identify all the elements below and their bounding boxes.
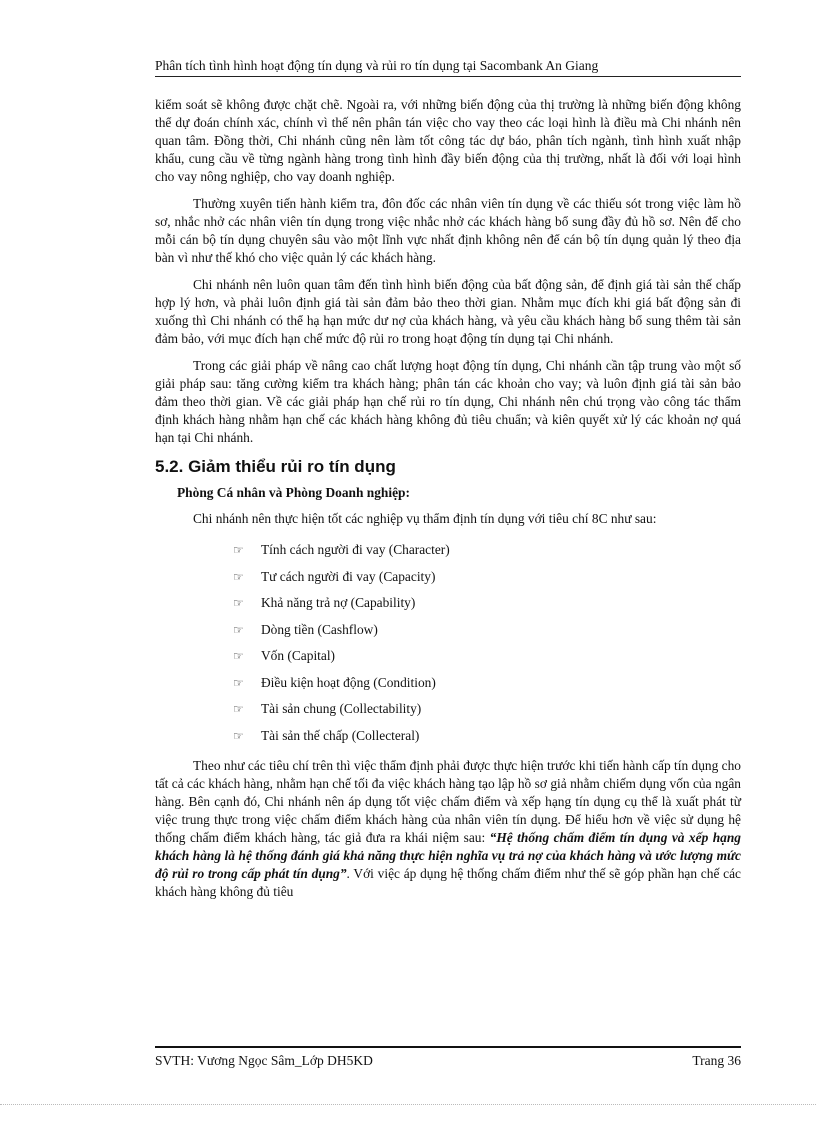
criteria-list (155, 537, 741, 749)
criteria-label: Điều kiện hoạt động (Condition) (261, 674, 436, 690)
paragraph-3: Chi nhánh nên luôn quan tâm đến tình hình biến động của bất động sản, để định giá tài sản thế chấp hợp lý hơn, và phải luôn định giá tài sản đảm bảo theo thời gian. Nhằm mục đích khi giá bất động sản đi xuống thì Chi nhánh có thể hạ hạn mức dư nợ của khách hàng, và yêu cầu khách hàng bổ sung thêm tài sản đảm bảo, với mục đích hạn chế mức độ rủi ro trong hoạt động tín dụng tại Chi nhánh. (155, 277, 741, 346)
paragraph-4: Trong các giải pháp về nâng cao chất lượng hoạt động tín dụng, Chi nhánh cần tập trung vào một số giải pháp sau: tăng cường kiểm tra khách hàng; phân tán các khoản cho vay; và luôn định giá tài sản bảo đảm theo thời gian. Về các giải pháp hạn chế rủi ro tín dụng, Chi nhánh nên chú trọng vào công tác thẩm định khách hàng nhằm hạn chế các khách hàng không đủ tiêu chuẩn; và kiên quyết xử lý các khoản nợ quá hạn tại Chi nhánh. (155, 358, 741, 445)
list-item (233, 564, 741, 591)
pointing-hand-icon: ☞ (233, 622, 244, 637)
list-item (233, 723, 741, 750)
list-item (233, 670, 741, 697)
list-item (233, 643, 741, 670)
pointing-hand-icon: ☞ (233, 596, 244, 611)
list-item (233, 590, 741, 617)
footer-author: SVTH: Vương Ngọc Sâm_Lớp DH5KD (155, 1053, 373, 1068)
header-title: Phân tích tình hình hoạt động tín dụng và rủi ro tín dụng tại Sacombank An Giang (155, 58, 599, 73)
page-number: Trang 36 (692, 1053, 741, 1068)
pointing-hand-icon: ☞ (233, 569, 244, 584)
closing-text-before: Theo như các tiêu chí trên thì việc thẩm định phải được thực hiện trước khi tiến hành cấp tín dụng cho tất cả các khách hàng, nhằm hạn chế tối đa việc khách hàng tạo lập hồ sơ giả nhằm chiếm dụng vốn của ngân hàng. Bên cạnh đó, Chi nhánh nên áp dụng tốt việc chấm điểm và xếp hạng tín dụng cụ thể là xuất phát từ việc trung thực trong việc chấm điểm khách hàng của nhân viên tín dụng. Để hiểu hơn về việc sử dụng hệ thống chấm điểm khách hàng, tác giả đưa ra khái niệm sau: (155, 758, 741, 845)
page-footer (155, 1046, 741, 1069)
criteria-label: Dòng tiền (Cashflow) (261, 621, 378, 637)
pointing-hand-icon: ☞ (233, 728, 244, 743)
paragraph-1: kiểm soát sẽ không được chặt chẽ. Ngoài ra, với những biến động của thị trường là những biến động không thể dự đoán chính xác, chính vì thế nên phân tán việc cho vay theo các loại hình là điều mà Chi nhánh nên quan tâm. Đồng thời, Chi nhánh cũng nên làm tốt công tác dự báo, phân tích ngành, tình hình xuất nhập khẩu, cung cầu về từng ngành hàng trong tình hình đầy biến động của thị trường, nhất là đối với loại hình cho vay nông nghiệp, cho vay doanh nghiệp. (155, 97, 741, 184)
criteria-label: Vốn (Capital) (261, 648, 336, 664)
criteria-label: Tài sản chung (Collectability) (261, 701, 422, 717)
paragraph-2: Thường xuyên tiến hành kiểm tra, đôn đốc các nhân viên tín dụng về các thiếu sót trong việc làm hồ sơ, nhắc nhở các nhân viên tín dụng trong việc nhắc nhở các khách hàng bổ sung đầy đủ hồ sơ. Nên để cho mỗi cán bộ tín dụng chuyên sâu vào một lĩnh vực nhất định không nên để cán bộ tín dụng quản lý theo địa bàn vì như thế khó cho việc quản lý các khách hàng. (155, 196, 741, 265)
page-header (155, 58, 741, 77)
criteria-intro: Chi nhánh nên thực hiện tốt các nghiệp vụ thẩm định tín dụng với tiêu chí 8C như sau: (193, 511, 657, 526)
criteria-label: Tư cách người đi vay (Capacity) (261, 568, 436, 584)
list-item (233, 696, 741, 723)
list-item (233, 617, 741, 644)
section-heading: 5.2. Giảm thiểu rủi ro tín dụng (155, 457, 396, 476)
subsection-heading: Phòng Cá nhân và Phòng Doanh nghiệp: (177, 485, 410, 500)
list-item (233, 537, 741, 564)
document-body (155, 96, 741, 910)
closing-text-after: . Với việc áp dụng hệ thống chấm điểm như thế sẽ góp phần hạn chế các khách hàng không đủ tiêu (155, 866, 741, 899)
definition-emphasis: “Hệ thống chấm điểm tín dụng và xếp hạng khách hàng là hệ thống đánh giá khả năng thực hiện nghĩa vụ trả nợ của khách hàng và ước lượng mức độ rủi ro trong cấp phát tín dụng” (155, 830, 741, 881)
criteria-label: Khả năng trả nợ (Capability) (261, 595, 416, 611)
closing-paragraph (155, 757, 741, 901)
pointing-hand-icon: ☞ (233, 675, 244, 690)
pointing-hand-icon: ☞ (233, 543, 244, 558)
page-edge-divider (0, 1104, 816, 1105)
criteria-label: Tính cách người đi vay (Character) (261, 542, 450, 558)
pointing-hand-icon: ☞ (233, 649, 244, 664)
criteria-label: Tài sản thế chấp (Collecteral) (261, 727, 420, 743)
pointing-hand-icon: ☞ (233, 702, 244, 717)
